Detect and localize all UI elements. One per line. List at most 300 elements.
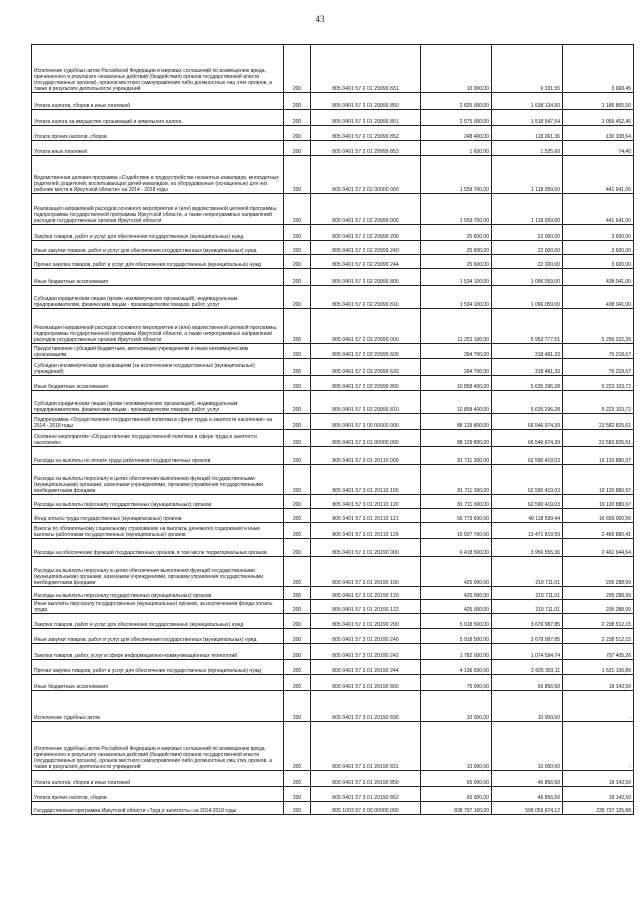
row-executed-amount-cell: [492, 359, 563, 376]
row-classification-code-cell: [311, 391, 421, 414]
row-unexecuted-amount-cell-text: 19 120 880,97: [599, 488, 631, 494]
row-unexecuted-amount-cell-text: 16 655 000,56: [599, 516, 631, 522]
row-name-cell-text: Исполнение судебных актов Российской Федерации и мировых соглашений по возмещению вреда, причиненного в результате незаконных действий (бездействия) органов государственной власти (государственных органов), органов местного самоуправления либо должностных лиц этих органов, а также в результате деятельности учреждений: [34, 746, 272, 770]
row-name-cell-text: Расходы на выплаты персоналу в целях обеспечения выполнения функций государственными (муниципальными) органами, казенными учреждениями, органами управления государственными внебюджетными фондами: [34, 568, 264, 586]
row-code-cell-text: 200: [292, 622, 302, 628]
row-name-cell-text: Взносы по обязательному социальному страхованию на выплаты денежного содержания и иные выплаты работникам государственных (муниципальных) органов: [34, 526, 261, 538]
row-unexecuted-amount-cell: [563, 45, 634, 93]
row-name-cell-text: Фонд оплаты труда государственных (муниципальных) органов: [34, 516, 182, 522]
row-unexecuted-amount-cell: [563, 126, 634, 141]
row-unexecuted-amount-cell-text: 5 223 103,72: [601, 384, 631, 390]
row-classification-code-cell: [311, 660, 421, 675]
row-name-cell-text: Закупка товаров, работ, услуг в сфере информационно-коммуникационных технологий: [34, 653, 238, 659]
row-name-cell: [32, 447, 284, 465]
row-unexecuted-amount-cell-text: 5 223 103,72: [601, 407, 631, 413]
row-approved-amount-cell-text: 1 559 700,00: [459, 187, 489, 193]
row-classification-code-cell-text: 805 0401 57 2 02 29999 800: [332, 279, 399, 285]
row-classification-code-cell: [311, 614, 421, 629]
row-unexecuted-amount-cell: [563, 269, 634, 286]
row-name-cell-text: Основное мероприятие «Осуществление государственной политики в сфере труда и занятости населения»: [34, 434, 257, 446]
row-code-cell-text: 200: [292, 279, 302, 285]
row-classification-code-cell: [311, 194, 421, 225]
row-approved-amount-cell-text: 25 600,00: [466, 262, 489, 268]
row-unexecuted-amount-cell: [563, 539, 634, 557]
row-classification-code-cell: [311, 587, 421, 600]
row-unexecuted-amount-cell-text: 18 143,50: [608, 795, 631, 801]
row-unexecuted-amount-cell-text: 3 600,00: [611, 248, 631, 254]
row-name-cell: [32, 430, 284, 447]
row-executed-amount-cell-text: 22 000,00: [537, 262, 560, 268]
row-code-cell-text: 200: [292, 302, 302, 308]
row-approved-amount-cell-text: 394 700,00: [463, 369, 489, 375]
row-executed-amount-cell: [492, 660, 563, 675]
row-code-cell: [284, 156, 311, 194]
row-code-cell-text: 200: [292, 684, 302, 690]
row-name-cell-text: Иные выплаты персоналу государственных (муниципальных) органов, за исключением фонда оплаты труда: [34, 601, 273, 613]
table-row: [32, 644, 634, 660]
row-approved-amount-cell: [421, 557, 492, 587]
row-code-cell-text: 200: [292, 369, 302, 375]
row-unexecuted-amount-cell-text: 74,40: [618, 149, 631, 155]
row-code-cell: [284, 660, 311, 675]
row-executed-amount-cell: [492, 600, 563, 614]
row-name-cell: [32, 414, 284, 430]
row-executed-amount-cell: [492, 722, 563, 771]
row-name-cell: [32, 495, 284, 509]
row-approved-amount-cell: [421, 675, 492, 691]
row-name-cell: [32, 787, 284, 802]
row-approved-amount-cell-text: 25 600,00: [466, 234, 489, 240]
row-unexecuted-amount-cell-text: 707 405,26: [605, 653, 631, 659]
row-name-cell: [32, 660, 284, 675]
row-unexecuted-amount-cell-text: 1 056 452,46: [601, 119, 631, 125]
row-executed-amount-cell-text: 5 635 296,28: [530, 407, 560, 413]
row-approved-amount-cell-text: 10 000,00: [466, 715, 489, 721]
row-approved-amount-cell: [421, 376, 492, 391]
row-executed-amount-cell: [492, 787, 563, 802]
row-name-cell-text: Расходы на выплаты персоналу государственных (муниципальных) органов: [34, 502, 212, 508]
row-classification-code-cell-text: 805 0401 57 3 01 20190 000: [332, 550, 399, 556]
row-classification-code-cell-text: 805 0401 57 2 02 29999 244: [332, 262, 399, 268]
row-executed-amount-cell-text: 1 096 059,00: [530, 279, 560, 285]
row-name-cell: [32, 644, 284, 660]
row-code-cell: [284, 557, 311, 587]
row-classification-code-cell-text: 805 0401 57 2 02 29999 200: [332, 234, 399, 240]
row-name-cell: [32, 110, 284, 126]
row-approved-amount-cell-text: 1 534 100,00: [459, 279, 489, 285]
row-code-cell-text: 200: [292, 780, 302, 786]
row-approved-amount-cell: [421, 614, 492, 629]
table-row: [32, 255, 634, 269]
row-unexecuted-amount-cell-text: 205 288,99: [605, 607, 631, 613]
row-code-cell-text: 200: [292, 119, 302, 125]
row-executed-amount-cell: [492, 414, 563, 430]
row-name-cell-text: Субсидии некоммерческим организациям (за исключением государственных (муниципальных) учреждений): [34, 363, 255, 375]
row-unexecuted-amount-cell: [563, 194, 634, 225]
row-classification-code-cell-text: 805 0401 57 3 01 20190 242: [332, 653, 399, 659]
row-classification-code-cell: [311, 675, 421, 691]
row-name-cell-text: Уплата прочих налогов, сборов: [34, 795, 107, 801]
row-code-cell-text: 200: [292, 607, 302, 613]
row-unexecuted-amount-cell-text: 1 186 865,50: [601, 103, 631, 109]
row-code-cell-text: 200: [292, 407, 302, 413]
row-classification-code-cell-text: 805 1003 57 0 00 00000 000: [332, 808, 399, 814]
row-executed-amount-cell-text: 1 118 059,00: [531, 187, 560, 193]
row-approved-amount-cell: [421, 141, 492, 156]
row-unexecuted-amount-cell-text: 3 668,45: [611, 86, 631, 92]
row-classification-code-cell: [311, 787, 421, 802]
row-classification-code-cell-text: 805 0401 57 2 01 29999 853: [332, 149, 399, 155]
row-classification-code-cell-text: 805 0401 57 3 01 20190 122: [332, 607, 399, 613]
row-classification-code-cell-text: 805 0401 57 2 02 29999 000: [332, 218, 399, 224]
row-approved-amount-cell-text: 81 711 300,00: [457, 458, 489, 464]
row-code-cell-text: 200: [292, 488, 302, 494]
table-row: [32, 269, 634, 286]
row-code-cell: [284, 787, 311, 802]
row-executed-amount-cell: [492, 126, 563, 141]
row-unexecuted-amount-cell-text: 76 218,67: [608, 369, 631, 375]
row-classification-code-cell-text: 805 0401 57 3 01 20110 100: [332, 488, 399, 494]
row-unexecuted-amount-cell: [563, 255, 634, 269]
row-classification-code-cell: [311, 771, 421, 787]
row-approved-amount-cell-text: 1 559 700,00: [459, 218, 489, 224]
row-executed-amount-cell: [492, 286, 563, 309]
row-code-cell-text: 200: [292, 715, 302, 721]
row-approved-amount-cell: [421, 802, 492, 815]
row-unexecuted-amount-cell-text: 130 338,64: [605, 134, 631, 140]
table-row: [32, 141, 634, 156]
row-code-cell: [284, 430, 311, 447]
row-unexecuted-amount-cell: [563, 110, 634, 126]
row-executed-amount-cell-text: 49 118 599,44: [528, 516, 560, 522]
table-row: [32, 771, 634, 787]
table-row: [32, 675, 634, 691]
row-name-cell-text: Субсидии юридическим лицам (кроме некоммерческих организаций), индивидуальным предпринимателям, физическим лицам - производителям товаров, работ, услуг: [34, 401, 238, 413]
row-approved-amount-cell: [421, 45, 492, 93]
row-code-cell-text: 200: [292, 532, 302, 538]
row-code-cell: [284, 629, 311, 644]
table-row: [32, 241, 634, 255]
row-approved-amount-cell: [421, 359, 492, 376]
row-unexecuted-amount-cell: [563, 447, 634, 465]
row-unexecuted-amount-cell-text: 19 120 880,97: [599, 502, 631, 508]
page-number: 43: [315, 14, 325, 24]
table-row: [32, 194, 634, 225]
row-name-cell-text: Прочая закупка товаров, работ и услуг для обеспечения государственных (муниципальных) нужд: [34, 668, 261, 674]
row-classification-code-cell: [311, 225, 421, 241]
row-classification-code-cell-text: 805 0401 57 3 01 20190 831: [332, 764, 399, 770]
row-classification-code-cell-text: 805 0401 57 3 01 20190 120: [332, 593, 399, 599]
row-unexecuted-amount-cell: [563, 241, 634, 255]
row-classification-code-cell: [311, 600, 421, 614]
row-name-cell: [32, 286, 284, 309]
row-executed-amount-cell-text: 599 059 974,12: [525, 808, 560, 814]
row-unexecuted-amount-cell-text: -: [629, 764, 631, 770]
budget-execution-table: [31, 44, 634, 815]
row-unexecuted-amount-cell-text: 3 600,00: [611, 262, 631, 268]
row-executed-amount-cell: [492, 587, 563, 600]
row-approved-amount-cell: [421, 309, 492, 344]
row-approved-amount-cell: [421, 225, 492, 241]
row-classification-code-cell: [311, 722, 421, 771]
row-approved-amount-cell-text: 838 797 100,00: [454, 808, 489, 814]
row-unexecuted-amount-cell-text: 441 641,00: [605, 218, 631, 224]
row-executed-amount-cell-text: 62 590 419,03: [528, 502, 560, 508]
row-code-cell-text: 200: [292, 550, 302, 556]
row-unexecuted-amount-cell: [563, 644, 634, 660]
row-code-cell: [284, 286, 311, 309]
row-code-cell: [284, 447, 311, 465]
row-code-cell-text: 200: [292, 187, 302, 193]
row-approved-amount-cell: [421, 286, 492, 309]
row-classification-code-cell: [311, 447, 421, 465]
row-executed-amount-cell-text: 6 331,55: [540, 86, 560, 92]
row-unexecuted-amount-cell: [563, 509, 634, 523]
row-classification-code-cell: [311, 495, 421, 509]
row-classification-code-cell-text: 805 0401 57 3 01 20190 850: [332, 780, 399, 786]
table-row: [32, 45, 634, 93]
row-approved-amount-cell: [421, 644, 492, 660]
row-approved-amount-cell-text: 5 918 500,00: [459, 637, 489, 643]
table-row: [32, 539, 634, 557]
row-name-cell: [32, 359, 284, 376]
row-classification-code-cell-text: 805 0401 57 3 01 20190 244: [332, 668, 399, 674]
row-name-cell: [32, 93, 284, 110]
row-code-cell: [284, 241, 311, 255]
row-name-cell: [32, 269, 284, 286]
row-name-cell-text: Уплата налогов, сборов и иных платежей: [34, 103, 131, 109]
table-row: [32, 344, 634, 359]
row-executed-amount-cell: [492, 110, 563, 126]
row-classification-code-cell: [311, 430, 421, 447]
row-approved-amount-cell: [421, 156, 492, 194]
row-executed-amount-cell-text: 219 711,01: [535, 580, 560, 586]
row-code-cell: [284, 691, 311, 722]
row-classification-code-cell-text: 805 0401 57 3 01 20190 100: [332, 580, 399, 586]
row-unexecuted-amount-cell: [563, 495, 634, 509]
row-executed-amount-cell-text: 219 711,01: [535, 607, 560, 613]
row-classification-code-cell: [311, 241, 421, 255]
row-executed-amount-cell-text: 5 953 777,61: [530, 337, 560, 343]
row-name-cell-text: Закупка товаров, работ и услуг для обеспечения государственных (муниципальных) нужд: [34, 234, 244, 240]
row-unexecuted-amount-cell: [563, 430, 634, 447]
row-code-cell: [284, 465, 311, 495]
row-unexecuted-amount-cell: [563, 93, 634, 110]
row-classification-code-cell: [311, 269, 421, 286]
row-approved-amount-cell: [421, 126, 492, 141]
row-name-cell-text: Субсидии юридическим лицам (кроме некоммерческих организаций), индивидуальным предпринимателям, физическим лицам - производителям товаров, работ, услуг: [34, 296, 238, 308]
row-unexecuted-amount-cell: [563, 600, 634, 614]
row-name-cell-text: Расходы на обеспечение функций государственных органов, в том числе территориальных органов: [34, 550, 267, 556]
row-approved-amount-cell: [421, 539, 492, 557]
row-name-cell-text: Исполнение судебных актов Российской Федерации и мировых соглашений по возмещению вреда, причиненного в результате незаконных действий (бездействия) органов государственной власти (государственных органов), органов местного самоуправления либо должностных лиц этих органов, а также в результате деятельности учреждений: [34, 68, 272, 92]
row-classification-code-cell: [311, 691, 421, 722]
row-approved-amount-cell-text: 394 700,00: [463, 352, 489, 358]
table-row: [32, 587, 634, 600]
row-executed-amount-cell-text: 62 590 419,03: [528, 488, 560, 494]
row-classification-code-cell: [311, 141, 421, 156]
row-unexecuted-amount-cell: [563, 771, 634, 787]
table-row: [32, 359, 634, 376]
table-body: [32, 45, 634, 815]
row-code-cell-text: 200: [292, 234, 302, 240]
row-unexecuted-amount-cell: [563, 802, 634, 815]
row-executed-amount-cell-text: 46 856,50: [537, 795, 560, 801]
row-unexecuted-amount-cell: [563, 465, 634, 495]
table-row: [32, 557, 634, 587]
row-classification-code-cell-text: 805 0401 57 3 01 20110 120: [332, 502, 399, 508]
row-classification-code-cell: [311, 110, 421, 126]
row-classification-code-cell: [311, 286, 421, 309]
row-classification-code-cell-text: 805 0401 57 2 03 29999 600: [332, 352, 399, 358]
row-unexecuted-amount-cell: [563, 359, 634, 376]
row-unexecuted-amount-cell: [563, 587, 634, 600]
row-classification-code-cell-text: 805 0401 57 3 01 00000 000: [332, 440, 399, 446]
row-code-cell: [284, 614, 311, 629]
row-approved-amount-cell: [421, 269, 492, 286]
row-name-cell-text: Уплата налогов, сборов и иных платежей: [34, 780, 131, 786]
row-code-cell: [284, 309, 311, 344]
row-approved-amount-cell: [421, 344, 492, 359]
row-executed-amount-cell: [492, 376, 563, 391]
row-executed-amount-cell: [492, 465, 563, 495]
row-name-cell-text: Государственная программа Иркутской области «Труд и занятость» на 2014-2018 годы: [34, 808, 237, 814]
row-code-cell-text: 200: [292, 440, 302, 446]
row-approved-amount-cell: [421, 787, 492, 802]
row-name-cell: [32, 376, 284, 391]
table-row: [32, 614, 634, 629]
row-name-cell-text: Уплата налога на имущество организаций и земельного налога: [34, 119, 182, 125]
row-executed-amount-cell: [492, 557, 563, 587]
row-unexecuted-amount-cell-text: 21 582 825,61: [599, 440, 631, 446]
row-unexecuted-amount-cell-text: 18 143,50: [608, 684, 631, 690]
row-name-cell: [32, 126, 284, 141]
table-row: [32, 660, 634, 675]
row-code-cell-text: 200: [292, 516, 302, 522]
table-row: [32, 495, 634, 509]
row-code-cell-text: 200: [292, 593, 302, 599]
row-code-cell: [284, 194, 311, 225]
row-code-cell-text: 200: [292, 262, 302, 268]
row-executed-amount-cell-text: 1 074 594,74: [530, 653, 560, 659]
row-unexecuted-amount-cell: [563, 309, 634, 344]
row-classification-code-cell-text: 805 0401 57 3 01 20110 121: [332, 516, 399, 522]
row-name-cell: [32, 141, 284, 156]
row-code-cell: [284, 225, 311, 241]
row-code-cell-text: 200: [292, 795, 302, 801]
row-classification-code-cell: [311, 509, 421, 523]
row-name-cell-text: Прочая закупка товаров, работ и услуг для обеспечения государственных (муниципальных) нужд: [34, 262, 261, 268]
row-code-cell: [284, 93, 311, 110]
row-executed-amount-cell-text: 2 605 393,11: [531, 668, 560, 674]
table-row: [32, 309, 634, 344]
row-unexecuted-amount-cell: [563, 225, 634, 241]
row-executed-amount-cell-text: 66 546 974,39: [528, 423, 560, 429]
row-name-cell-text: Расходы на выплаты персоналу в целях обеспечения выполнения функций государственными (муниципальными) органами, казенными учреждениями, органами управления государственными внебюджетными фондами: [34, 476, 264, 494]
row-code-cell: [284, 255, 311, 269]
row-unexecuted-amount-cell: [563, 557, 634, 587]
row-approved-amount-cell-text: 1 782 000,00: [459, 653, 489, 659]
row-approved-amount-cell-text: 81 711 300,00: [457, 502, 489, 508]
row-unexecuted-amount-cell-text: 205 288,99: [605, 580, 631, 586]
table-row: [32, 430, 634, 447]
row-name-cell-text: Ведомственная целевая программа «Содействие в трудоустройстве незанятых инвалидов, многодетных родителей, родителей, воспитывающих детей-инвалидов, на оборудованные (оснащенные) для них рабочие места в Иркутской области» на 2014 - 2018 годы: [34, 175, 279, 193]
row-approved-amount-cell-text: 10 000,00: [466, 86, 489, 92]
row-approved-amount-cell-text: 15 937 700,00: [457, 532, 489, 538]
row-approved-amount-cell: [421, 722, 492, 771]
row-classification-code-cell-text: 805 0401 57 2 03 29999 810: [332, 407, 399, 413]
row-unexecuted-amount-cell: [563, 675, 634, 691]
row-unexecuted-amount-cell-text: 5 299 322,39: [601, 337, 631, 343]
row-code-cell-text: 200: [292, 352, 302, 358]
row-approved-amount-cell-text: 10 858 400,00: [457, 407, 489, 413]
row-classification-code-cell-text: 805 0401 57 3 01 20110 129: [332, 532, 399, 538]
row-approved-amount-cell: [421, 255, 492, 269]
row-executed-amount-cell-text: 22 000,00: [537, 248, 560, 254]
row-executed-amount-cell: [492, 802, 563, 815]
row-unexecuted-amount-cell-text: 2 461 944,64: [601, 550, 631, 556]
row-approved-amount-cell: [421, 523, 492, 539]
row-unexecuted-amount-cell: [563, 391, 634, 414]
table-row: [32, 376, 634, 391]
row-code-cell-text: 200: [292, 103, 302, 109]
table-row: [32, 600, 634, 614]
row-code-cell: [284, 802, 311, 815]
row-classification-code-cell: [311, 126, 421, 141]
row-approved-amount-cell-text: 10 858 400,00: [457, 384, 489, 390]
row-unexecuted-amount-cell-text: 205 288,99: [605, 593, 631, 599]
row-executed-amount-cell: [492, 93, 563, 110]
row-executed-amount-cell-text: 22 000,00: [537, 234, 560, 240]
row-executed-amount-cell: [492, 629, 563, 644]
table-row: [32, 391, 634, 414]
row-classification-code-cell: [311, 644, 421, 660]
row-executed-amount-cell: [492, 495, 563, 509]
row-name-cell: [32, 225, 284, 241]
row-code-cell: [284, 587, 311, 600]
row-executed-amount-cell: [492, 269, 563, 286]
row-classification-code-cell-text: 805 0401 57 2 02 29999 810: [332, 302, 399, 308]
row-name-cell: [32, 802, 284, 815]
row-classification-code-cell: [311, 156, 421, 194]
row-unexecuted-amount-cell: [563, 722, 634, 771]
row-name-cell: [32, 600, 284, 614]
row-name-cell: [32, 691, 284, 722]
row-executed-amount-cell-text: 1 518 547,54: [530, 119, 560, 125]
row-code-cell-text: 200: [292, 423, 302, 429]
row-approved-amount-cell: [421, 391, 492, 414]
table-row: [32, 691, 634, 722]
row-code-cell: [284, 110, 311, 126]
row-approved-amount-cell: [421, 110, 492, 126]
row-approved-amount-cell-text: 425 000,00: [463, 607, 489, 613]
row-unexecuted-amount-cell: [563, 414, 634, 430]
row-approved-amount-cell: [421, 430, 492, 447]
row-code-cell: [284, 391, 311, 414]
row-name-cell: [32, 241, 284, 255]
row-classification-code-cell: [311, 802, 421, 815]
row-approved-amount-cell: [421, 465, 492, 495]
row-name-cell-text: Расходы на выплаты по оплате труда работников государственных органов: [34, 458, 211, 464]
row-code-cell-text: 200: [292, 580, 302, 586]
row-unexecuted-amount-cell-text: 2 238 512,15: [601, 622, 631, 628]
row-classification-code-cell-text: 805 0401 57 3 01 20110 000: [332, 458, 399, 464]
row-code-cell: [284, 414, 311, 430]
row-executed-amount-cell: [492, 644, 563, 660]
row-name-cell: [32, 614, 284, 629]
row-approved-amount-cell-text: 425 000,00: [463, 580, 489, 586]
row-code-cell-text: 200: [292, 458, 302, 464]
